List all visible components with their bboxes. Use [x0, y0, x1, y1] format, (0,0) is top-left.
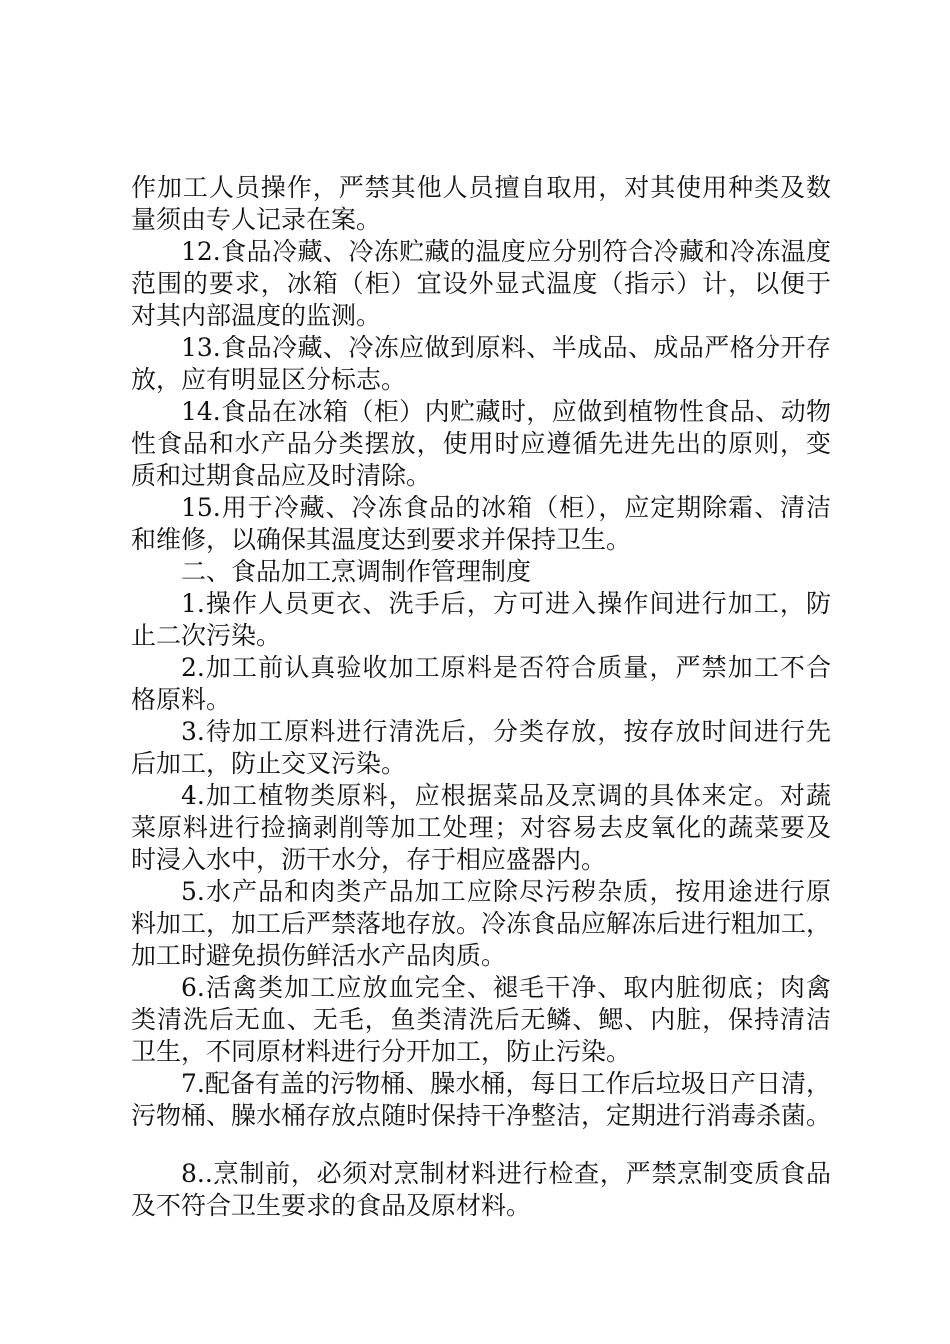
- text-line: 类清洗后无血、无毛，鱼类清洗后无鳞、鳃、内脏，保持清洁: [131, 1005, 831, 1034]
- paragraph-15-line: 15.用于冷藏、冷冻食品的冰箱（柜），应定期除霜、清洁: [181, 493, 831, 522]
- paragraph-5-line: 5.水产品和肉类产品加工应除尽污秽杂质，按用途进行原: [181, 877, 831, 906]
- text-line: 放，应有明显区分标志。: [131, 365, 407, 394]
- document-body: [131, 172, 831, 1222]
- text-line: 量须由专人记录在案。: [131, 205, 382, 234]
- paragraph-14-line: 14.食品在冰箱（柜）内贮藏时，应做到植物性食品、动物: [181, 397, 831, 426]
- text-line: 污物桶、臊水桶存放点随时保持干净整洁，定期进行消毒杀菌。: [131, 1101, 832, 1130]
- text-line: 性食品和水产品分类摆放，使用时应遵循先进先出的原则，变: [131, 429, 831, 458]
- text-line: 加工时避免损伤鲜活水产品肉质。: [131, 941, 507, 970]
- text-line: 对其内部温度的监测。: [131, 301, 382, 330]
- text-line: 卫生，不同原材料进行分开加工，防止污染。: [131, 1037, 632, 1066]
- paragraph-7-line: 7.配备有盖的污物桶、臊水桶，每日工作后垃圾日产日清，: [181, 1069, 831, 1098]
- paragraph-6-line: 6.活禽类加工应放血完全、褪毛干净、取内脏彻底；肉禽: [181, 973, 831, 1002]
- paragraph-1-line: 1.操作人员更衣、洗手后，方可进入操作间进行加工，防: [181, 589, 831, 618]
- paragraph-12-line: 12.食品冷藏、冷冻贮藏的温度应分别符合冷藏和冷冻温度: [181, 237, 831, 266]
- text-line: 和维修，以确保其温度达到要求并保持卫生。: [131, 525, 632, 554]
- paragraph-3-line: 3.待加工原料进行清洗后，分类存放，按存放时间进行先: [181, 717, 831, 746]
- text-line: 菜原料进行捡摘剥削等加工处理；对容易去皮氧化的蔬菜要及: [131, 813, 831, 842]
- paragraph-4-line: 4.加工植物类原料，应根据菜品及烹调的具体来定。对蔬: [181, 781, 831, 810]
- paragraph-2-line: 2.加工前认真验收加工原料是否符合质量，严禁加工不合: [181, 653, 831, 682]
- text-line: 料加工，加工后严禁落地存放。冷冻食品应解冻后进行粗加工，: [131, 909, 832, 938]
- text-line: 后加工，防止交叉污染。: [131, 749, 407, 778]
- paragraph-8-line: 8..烹制前，必须对烹制材料进行检查，严禁烹制变质食品: [181, 1159, 831, 1188]
- text-line: 作加工人员操作，严禁其他人员擅自取用，对其使用种类及数: [131, 173, 831, 202]
- paragraph-13-line: 13.食品冷藏、冷冻应做到原料、半成品、成品严格分开存: [181, 333, 831, 362]
- section-heading: 二、食品加工烹调制作管理制度: [181, 557, 532, 586]
- text-line: 质和过期食品应及时清除。: [131, 461, 432, 490]
- text-line: 格原料。: [131, 685, 232, 714]
- paragraph-gap: [131, 1132, 831, 1158]
- text-line: 时浸入水中，沥干水分，存于相应盛器内。: [131, 845, 607, 874]
- text-line: 及不符合卫生要求的食品及原材料。: [131, 1191, 532, 1220]
- text-line: 范围的要求，冰箱（柜）宜设外显式温度（指示）计，以便于: [131, 269, 831, 298]
- text-line: 止二次污染。: [131, 621, 282, 650]
